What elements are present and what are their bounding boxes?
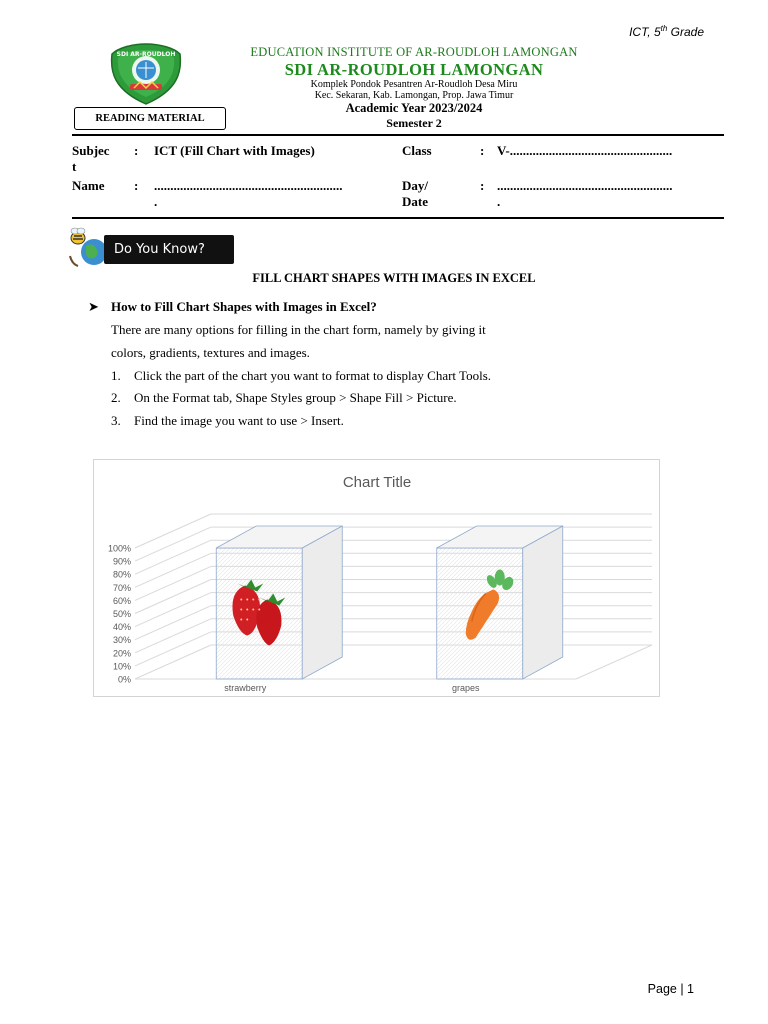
gridline-side — [135, 645, 211, 679]
seed-dot — [240, 619, 242, 621]
class-field[interactable]: V-.................................................. — [497, 143, 673, 158]
step-1: 1. Click the part of the chart you want to format to display Chart Tools. — [111, 368, 491, 383]
x-tick-label: grapes — [451, 683, 480, 693]
school-name: SDI AR-ROUDLOH LAMONGAN — [284, 60, 544, 79]
subject-label: Subjec t — [72, 143, 110, 174]
day-date-label: Day/ Date — [402, 178, 428, 209]
gridline-side — [135, 632, 211, 666]
subject-value: ICT (Fill Chart with Images) — [154, 143, 315, 158]
address-line-1: Komplek Pondok Pesantren Ar-Roudloh Desa Miru — [310, 79, 518, 90]
bottom-divider — [72, 217, 724, 219]
seed-dot — [252, 609, 254, 611]
bullet-arrow-icon: ➤ — [88, 299, 99, 314]
seed-dot — [246, 609, 248, 611]
step-3: 3. Find the image you want to use > Insert. — [111, 413, 344, 428]
gridline-side — [135, 514, 211, 548]
class-label: Class — [402, 143, 432, 158]
svg-text:SDI AR-ROUDLOH: SDI AR-ROUDLOH — [116, 51, 176, 58]
day-colon: : — [480, 178, 485, 193]
chart-area[interactable] — [93, 459, 660, 697]
y-tick-label: 0% — [117, 674, 131, 685]
day-date-field[interactable]: ...................................................... . — [497, 178, 673, 209]
chart-title: Chart Title — [342, 474, 412, 491]
y-tick-label: 80% — [112, 569, 131, 580]
gridline-side — [135, 606, 211, 640]
seed-dot — [258, 599, 260, 601]
class-colon: : — [480, 143, 485, 158]
gridline-side — [135, 566, 211, 600]
subheading: How to Fill Chart Shapes with Images in Excel? — [111, 299, 377, 314]
bar-side-grapes — [523, 526, 563, 679]
bar-side-strawberry — [302, 526, 342, 679]
seed-dot — [246, 619, 248, 621]
y-tick-label: 90% — [112, 556, 131, 567]
gridline-side — [135, 619, 211, 653]
academic-year: Academic Year 2023/2024 — [345, 101, 483, 115]
seed-dot — [246, 599, 248, 601]
gridline-side — [135, 553, 211, 587]
y-tick-label: 30% — [112, 635, 131, 646]
gridline-side — [135, 580, 211, 614]
y-tick-label: 50% — [112, 609, 131, 619]
seed-dot — [252, 599, 254, 601]
address-line-2: Kec. Sekaran, Kab. Lamongan, Prop. Jawa Timur — [314, 90, 514, 101]
bar-chart — [94, 460, 659, 696]
do-you-know-label: Do You Know? — [104, 235, 234, 264]
y-tick-label: 40% — [112, 622, 131, 633]
page-number: Page | 1 — [647, 982, 694, 996]
paragraph-line-1: There are many options for filling in the chart form, namely by giving it — [111, 322, 486, 337]
page-heading: FILL CHART SHAPES WITH IMAGES IN EXCEL — [252, 271, 536, 285]
seed-dot — [258, 609, 260, 611]
paragraph-line-2: colors, gradients, textures and images. — [111, 345, 310, 360]
step-2: 2. On the Format tab, Shape Styles group > Shape Fill > Picture. — [111, 390, 457, 405]
school-logo — [108, 42, 184, 106]
do-you-know-banner — [66, 226, 236, 266]
top-divider — [72, 134, 724, 136]
x-tick-label: strawberry — [224, 683, 267, 693]
floor-side — [576, 645, 652, 679]
institute-name: EDUCATION INSTITUTE OF AR-ROUDLOH LAMONGAN — [250, 45, 578, 59]
name-label: Name — [72, 178, 105, 193]
seed-dot — [240, 599, 242, 601]
y-tick-label: 100% — [107, 543, 131, 554]
name-field[interactable]: .......................................................... . — [154, 178, 343, 209]
reading-material-box: READING MATERIAL — [74, 107, 226, 130]
y-tick-label: 60% — [112, 595, 131, 606]
grade-label: ICT, 5th Grade — [629, 24, 704, 39]
name-colon: : — [134, 178, 139, 193]
y-tick-label: 70% — [112, 582, 131, 593]
seed-dot — [240, 609, 242, 611]
semester-label: Semester 2 — [386, 116, 442, 130]
y-tick-label: 20% — [112, 648, 131, 659]
y-tick-label: 10% — [112, 661, 131, 672]
subject-colon: : — [134, 143, 139, 158]
gridline-side — [135, 527, 211, 561]
gridline-side — [135, 593, 211, 627]
gridline-side — [135, 540, 211, 574]
